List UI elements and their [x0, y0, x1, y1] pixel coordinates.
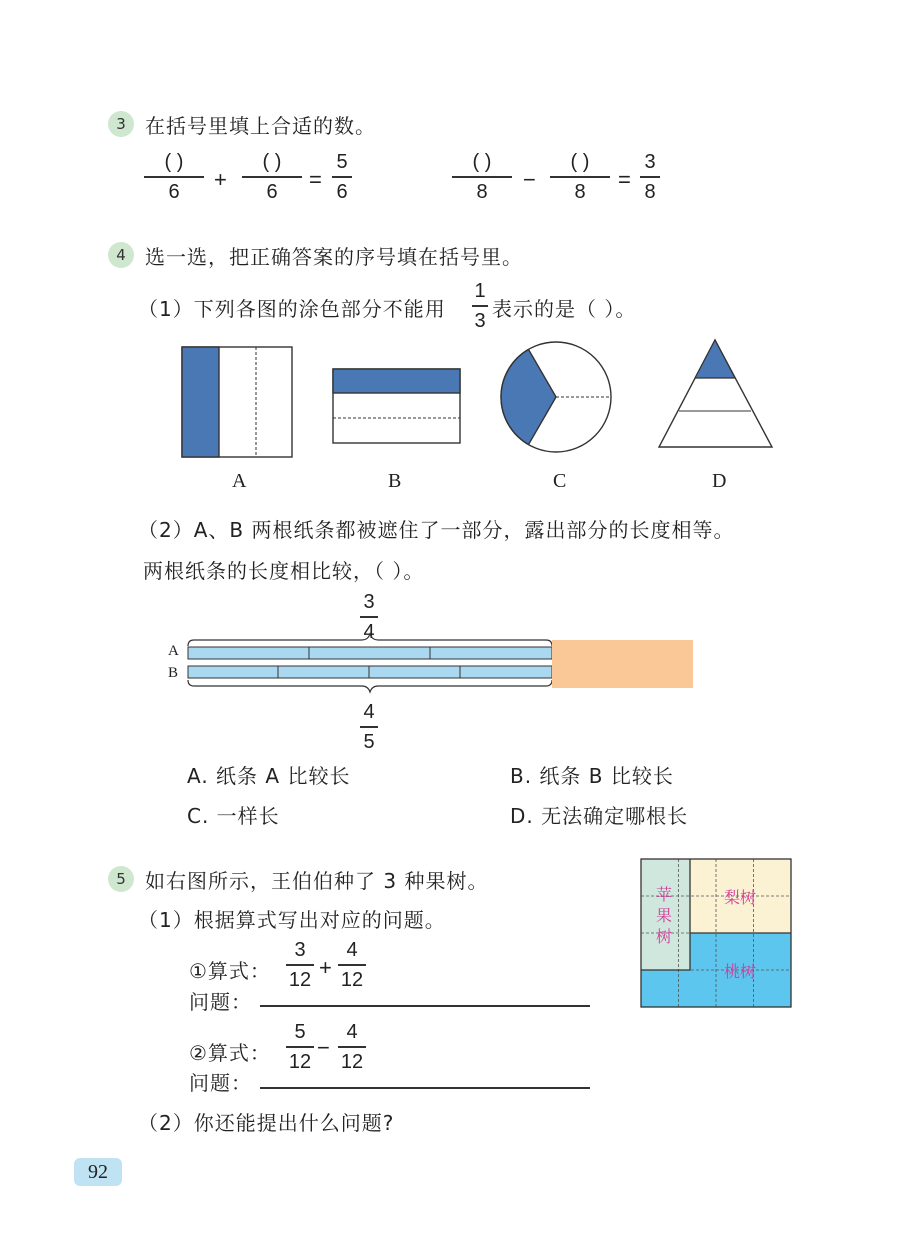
- option-b: B. 纸条 B 比较长: [510, 764, 674, 788]
- q3-eq1-fraction-1: ( ) 6: [144, 150, 204, 204]
- apple-tree-label-1: 苹: [656, 885, 673, 904]
- formula-1-label: ①算式：: [189, 959, 271, 983]
- peach-tree-label: 桃树: [724, 962, 757, 981]
- q3-eq1-result: 5 6: [332, 150, 352, 204]
- q3-eq1-fraction-2: ( ) 6: [242, 150, 302, 204]
- four-fifths-fraction: 4 5: [360, 700, 378, 754]
- question-3-badge: 3: [108, 111, 134, 137]
- figure-c-circle: [501, 342, 611, 452]
- figure-label-a: A: [232, 470, 248, 492]
- three-quarters-fraction: 3 4: [360, 590, 378, 644]
- answer-line-2[interactable]: [260, 1087, 590, 1089]
- q4-part1-prefix: （1）下列各图的涂色部分不能用: [138, 297, 446, 321]
- question-4-badge: 4: [108, 242, 134, 268]
- q4-part2-line1: （2）A、B 两根纸条都被遮住了一部分，露出部分的长度相等。: [138, 518, 735, 542]
- figure-label-c: C: [553, 470, 568, 492]
- page-number: 92: [74, 1158, 122, 1186]
- equals-sign: =: [618, 167, 631, 192]
- option-d: D. 无法确定哪根长: [510, 804, 689, 828]
- answer-line-1[interactable]: [260, 1005, 590, 1007]
- apple-tree-label-2: 果: [656, 906, 673, 925]
- top-brace: [188, 634, 552, 646]
- strip-label-b: B: [168, 665, 179, 681]
- q5-part2: （2）你还能提出什么问题?: [138, 1111, 395, 1135]
- strip-label-a: A: [168, 643, 179, 659]
- formula-2-fraction-a: 5 12: [286, 1020, 314, 1074]
- q3-eq2-fraction-2: ( ) 8: [550, 150, 610, 204]
- minus-sign: −: [317, 1035, 330, 1060]
- figure-label-b: B: [388, 470, 403, 492]
- apple-tree-label-3: 树: [656, 927, 673, 946]
- formula-1-fraction-a: 3 12: [286, 938, 314, 992]
- shape-figures: [170, 335, 790, 465]
- question-2-label: 问题：: [189, 1071, 252, 1095]
- pear-tree-label: 梨树: [724, 888, 757, 907]
- q4-part2-line2: 两根纸条的长度相比较，（ ）。: [143, 559, 425, 583]
- figure-d-triangle: [659, 340, 772, 447]
- formula-1-fraction-b: 4 12: [338, 938, 366, 992]
- formula-2-fraction-b: 4 12: [338, 1020, 366, 1074]
- one-third-fraction: 1 3: [472, 279, 488, 333]
- figure-a-square: [182, 347, 292, 457]
- q3-eq2-fraction-1: ( ) 8: [452, 150, 512, 204]
- option-a: A. 纸条 A 比较长: [187, 764, 351, 788]
- paper-strips-diagram: [180, 630, 700, 700]
- q4-part1-suffix: 表示的是（ ）。: [492, 297, 637, 321]
- question-5-badge: 5: [108, 866, 134, 892]
- cover-block: [552, 640, 693, 688]
- strip-a: [188, 647, 552, 659]
- bottom-brace: [188, 680, 552, 692]
- question-3-title: 在括号里填上合适的数。: [145, 114, 376, 138]
- minus-sign: −: [523, 167, 536, 192]
- plus-sign: +: [319, 955, 332, 980]
- figure-label-d: D: [712, 470, 728, 492]
- question-1-label: 问题：: [189, 990, 252, 1014]
- equals-sign: =: [309, 167, 322, 192]
- q5-part1: （1）根据算式写出对应的问题。: [138, 908, 446, 932]
- option-c: C. 一样长: [187, 804, 280, 828]
- figure-b-rectangle: [333, 369, 460, 443]
- q3-eq2-result: 3 8: [640, 150, 660, 204]
- question-4-title: 选一选，把正确答案的序号填在括号里。: [145, 245, 523, 269]
- plus-sign: +: [214, 167, 227, 192]
- question-5-title: 如右图所示，王伯伯种了 3 种果树。: [145, 869, 489, 893]
- strip-b: [188, 666, 552, 678]
- formula-2-label: ②算式：: [189, 1041, 271, 1065]
